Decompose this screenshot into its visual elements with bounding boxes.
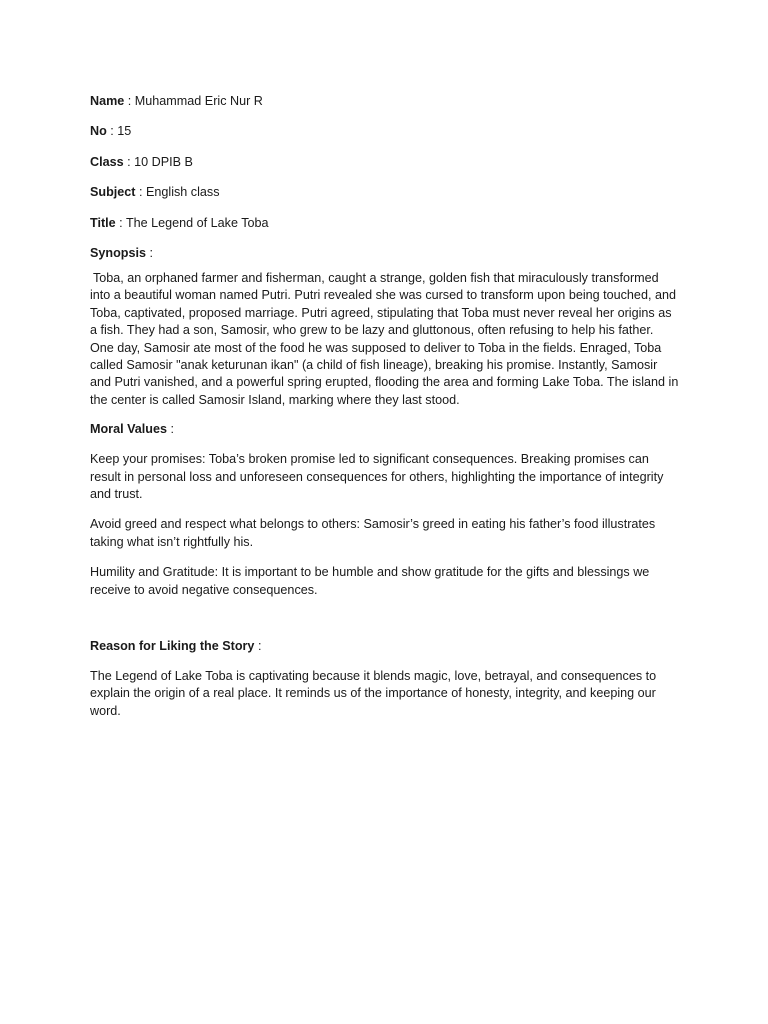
- title-field: [90, 215, 680, 232]
- number-value: : 15: [106, 124, 132, 139]
- reason-label-suffix: :: [254, 639, 262, 654]
- document-page: [90, 93, 680, 720]
- moral-values-label: Moral Values: [90, 422, 167, 437]
- moral-values-heading: [90, 421, 680, 438]
- synopsis-label-suffix: :: [146, 245, 153, 260]
- reason-heading: [90, 638, 680, 655]
- number-label: No: [90, 124, 107, 139]
- subject-field: [90, 184, 680, 201]
- synopsis-label: Synopsis: [90, 245, 146, 260]
- name-field: [90, 93, 680, 110]
- moral-value-item: Avoid greed and respect what belongs to others: Samosir’s greed in eating his father’s food illustrates taking what isn’t rightfully his.: [90, 517, 656, 549]
- title-label: Title: [90, 215, 116, 230]
- name-label: Name: [90, 94, 125, 108]
- synopsis-heading: [90, 245, 680, 262]
- number-field: [90, 123, 680, 140]
- moral-value-item: Humility and Gratitude: It is important to be humble and show gratitude for the gifts and blessings we receive to avoid negative consequences.: [90, 565, 650, 597]
- subject-value: : English class: [135, 185, 220, 200]
- class-value: : 10 DPIB B: [123, 154, 193, 169]
- class-label: Class: [90, 154, 124, 169]
- subject-label: Subject: [90, 185, 136, 200]
- reason-label: Reason for Liking the Story: [90, 639, 255, 654]
- name-value: : Muhammad Eric Nur R: [124, 94, 263, 108]
- moral-value-item: Keep your promises: Toba’s broken promise led to significant consequences. Breaking promises can result in personal loss and unforeseen consequences for others, highlighting the importance of integrity and trust.: [90, 452, 664, 502]
- class-field: [90, 154, 680, 171]
- synopsis-text: Toba, an orphaned farmer and fisherman, caught a strange, golden fish that miraculously transformed into a beautiful woman named Putri. Putri revealed she was cursed to transform upon being touched, and Toba, captivated, proposed marriage. Putri agreed, stipulating that Toba must never reveal her origins as a fish. They had a son, Samosir, who grew to be lazy and gluttonous, often refusing to help his father. One day, Samosir ate most of the food he was supposed to deliver to Toba in the fields. Enraged, Toba called Samosir "anak keturunan ikan" (a child of fish lineage), breaking his promise. Instantly, Samosir and Putri vanished, and a powerful spring erupted, flooding the area and forming Lake Toba. The island in the center is called Samosir Island, marking where they last stood.: [90, 270, 679, 407]
- moral-values-label-suffix: :: [167, 422, 174, 437]
- reason-text: The Legend of Lake Toba is captivating because it blends magic, love, betrayal, and consequences to explain the origin of a real place. It reminds us of the importance of honesty, integrity, and keeping our word.: [90, 669, 657, 718]
- title-value: : The Legend of Lake Toba: [115, 215, 269, 230]
